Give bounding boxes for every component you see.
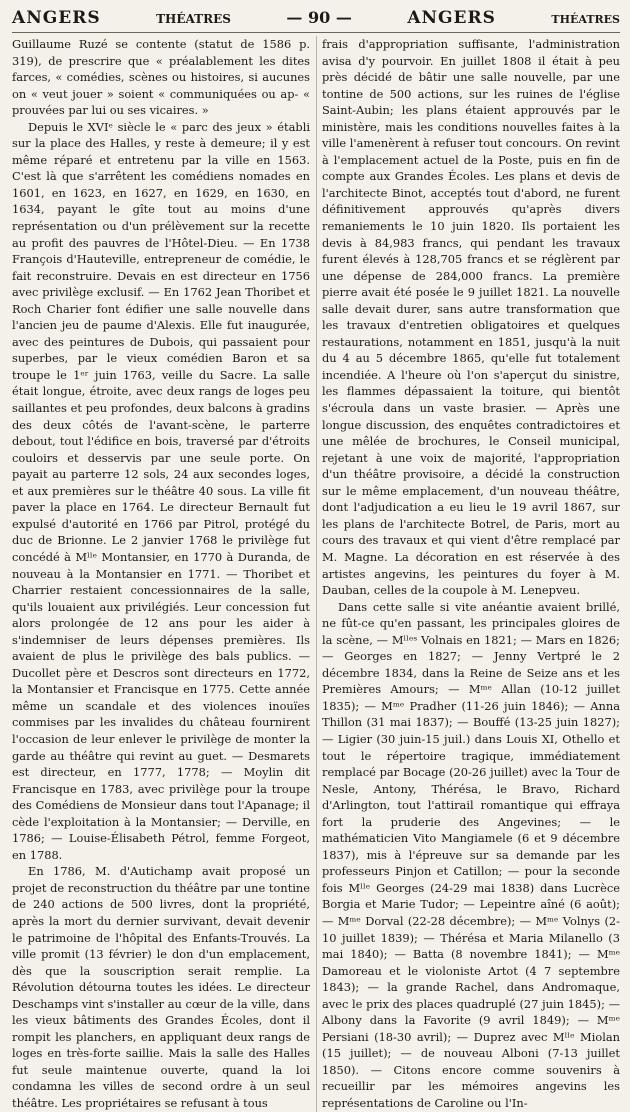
paragraph: En 1786, M. d'Autichamp avait proposé un projet de reconstruction du théâtre par une tontine de 240 actions de 500 livres, dont la propriété, après la mort du dernier survivant, devait devenir le patrimoine de l'hôpital des Enfants-Trouvés. La ville promit (13 février) le don d'un emplacement, dès que la souscription serait remplie. La Révolution détourna toutes les idées. Le directeur Deschamps vint s'installer au cœur de la ville, dans les vieux bâtiments des Grandes Écoles, dont il rompit les planchers, en appliquant deux rangs de loges en très-forte saillie. Mais la salle des Halles fut seule maintenue ouverte, quand la loi condamna les villes de second ordre à un seul théâtre. Les propriétaires se refusant à tous [12, 864, 310, 1110]
text-columns [12, 36, 620, 1112]
running-header [12, 8, 620, 33]
page-number: — 90 — [286, 8, 352, 27]
column-divider [316, 36, 317, 1112]
header-city-left: ANGERS [12, 8, 101, 28]
paragraph: frais d'appropriation suffisante, l'administration avisa d'y pourvoir. En juillet 1808 il était à peu près décidé de bâtir une salle nouvelle, par une tontine de 500 actions, sur les ruines de l'église Saint-Aubin; les plans étaient approuvés par le ministère, mais les conditions nouvelles faites à la ville l'amenèrent à refuser tout concours. On revint à l'emplacement actuel de la Poste, puis en fin de compte aux Grandes Écoles. Les plans et devis de l'architecte Binot, acceptés tout d'abord, ne furent définitivement approuvés qu'après divers remaniements le 10 juin 1820. Ils portaient les devis à 84,983 francs, qui pendant les travaux furent élevés à 128,705 francs et se réglèrent par une dépense de 284,000 francs. La première pierre avait été posée le 9 juillet 1821. La nouvelle salle devait durer, sans autre transformation que les travaux d'entretien obligatoires et quelques restaurations, notamment en 1851, jusqu'à la nuit du 4 au 5 décembre 1865, qu'elle fut totalement incendiée. A l'heure où l'on s'aperçut du sinistre, les flammes dépassaient la toiture, qui bientôt s'écroula dans un vaste brasier. — Après une longue discussion, des enquêtes contradictoires et une mêlée de brochures, le Conseil municipal, rejetant à une voix de majorité, l'appropriation d'un théâtre provisoire, a décidé la construction sur le même emplacement, d'un nouveau théâtre, dont l'adjudication a eu lieu le 19 avril 1867, sur les plans de l'architecte Botrel, de Paris, mort au cours des travaux et qui vient d'être remplacé par M. Magne. La décoration en est réservée à des artistes angevins, les peintures du foyer à M. Dauban, celles de la coupole à M. Lenepveu. [322, 37, 620, 598]
paragraph: Depuis le XVIᵉ siècle le « parc des jeux » établi sur la place des Halles, y reste à demeure; il y est même réparé et entretenu par la ville en 1563. C'est là que s'arrêtent les comédiens nomades en 1601, en 1623, en 1627, en 1629, en 1630, en 1634, payant le gîte tout au moins d'une représentation ou d'un prélèvement sur la recette au profit des pauvres de l'Hôtel-Dieu. — En 1738 François d'Hauteville, entrepreneur de comédie, le fait reconstruire. Devais en est directeur en 1756 avec privilège exclusif. — En 1762 Jean Thoribet et Roch Charier font édifier une salle nouvelle dans l'ancien jeu de paume d'Alexis. Elle fut inaugurée, avec des peintures de Dubois, qui passaient pour superbes, par le vieux comédien Baron et sa troupe le 1ᵉʳ juin 1763, veille du Sacre. La salle était longue, étroite, avec deux rangs de loges peu saillantes et peu profondes, deux balcons à gradins des deux côtés de l'avant-scène, le parterre debout, tout l'édifice en bois, traversé par d'étroits couloirs et desservis par une seule porte. On payait au parterre 12 sols, 24 aux secondes loges, et aux premières sur le théâtre 40 sous. La ville fit paver la place en 1764. Le directeur Bernault fut expulsé d'autorité en 1766 par Pitrol, protégé du duc de Brionne. Le 2 janvier 1768 le privilège fut concédé à Mˡˡᵉ Montansier, en 1770 à Duranda, de nouveau à la Montansier en 1771. — Thoribet et Charrier restaient concessionnaires de la salle, qu'ils louaient aux privilégiés. Leur concession fut alors prolongée de 12 ans pour les aider à s'indemniser de leurs dépenses premières. Ils avaient de plus le privilège des bals publics. — Ducollet père et Descros sont directeurs en 1772, la Montansier et Francisque en 1775. Cette année même un scandale et des violences inouïes commises par les invalides du château fournirent l'occasion de leur enlever le privilège de monter la garde au théâtre qui revint au guet. — Desmarets est directeur, en 1777, 1778; — Moylin dit Francisque en 1783, avec privilège pour la troupe des Comédiens de Monsieur dans tout l'Apanage; il cède l'exploitation à la Montansier; — Derville, en 1786; — Louise-Élisabeth Pétrol, femme Forgeot, en 1788. [12, 119, 310, 862]
paragraph: Dans cette salle si vite anéantie avaient brillé, ne fût-ce qu'en passant, les principales gloires de la scène, — Mˡˡᵉˢ Volnais en 1821; — Mars en 1826; — Georges en 1827; — Jenny Vertpré le 2 décembre 1834, dans la Reine de Seize ans et les Premières Amours; — Mᵐᵉ Allan (10-12 juillet 1835); — Mᵐᵉ Pradher (11-26 juin 1846); — Anna Thillon (31 mai 1837); — Bouffé (13-25 juin 1827); — Ligier (30 juin-15 juil.) dans Louis XI, Othello et tout le répertoire tragique, immédiatement remplacé par Bocage (20-26 juillet) avec la Tour de Nesle, Antony, Thérésa, le Bravo, Richard d'Arlington, tout l'attirail romantique qui effraya fort la pruderie des Angevines; — le mathématicien Vito Mangiamele (6 et 9 décembre 1837), mis à l'épreuve sur sa demande par les professeurs Pinjon et Catillon; — pour la seconde fois Mˡˡᵉ Georges (24-29 mai 1838) dans Lucrèce Borgia et Marie Tudor; — Lepeintre aîné (6 août); — Mᵐᵉ Dorval (22-28 décembre); — Mᵐᵉ Volnys (2-10 juillet 1839); — Thérésa et Maria Milanello (3 mai 1840); — Batta (8 novembre 1841); — Mᵐᵉ Damoreau et le violoniste Artot (4 7 septembre 1843); — la grande Rachel, dans Andromaque, avec le prix des places quadruplé (27 juin 1845); — Albony dans la Favorite (9 avril 1849); — Mᵐᵉ Persiani (18-30 avril); — Duprez avec Mˡˡᵉ Miolan (15 juillet); — de nouveau Alboni (7-13 juillet 1850). — Citons encore comme souvenirs à recueillir par les mémoires angevins les représentations de Caroline ou l'In- [322, 599, 620, 1110]
header-section-left: THÉATRES [156, 12, 231, 26]
left-column [12, 36, 310, 1112]
paragraph: Guillaume Ruzé se contente (statut de 1586 p. 319), de prescrire que « préalablement les dites farces, « comédies, scènes ou histoires, si aucunes on « veut jouer » soient « communiquées ou ap- « prouvées par lui ou ses vicaires. » [12, 37, 310, 118]
right-column [322, 36, 620, 1112]
header-city-right: ANGERS [407, 8, 496, 28]
header-section-right: THÉATRES [551, 13, 620, 26]
